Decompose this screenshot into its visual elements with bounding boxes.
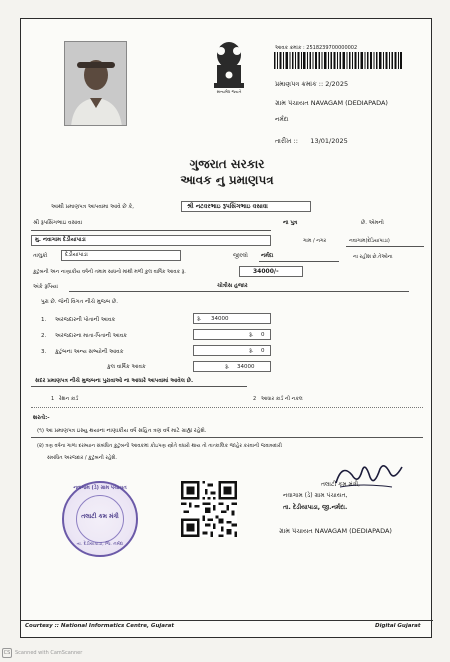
relation-label: ના પુત્ર: [283, 220, 298, 226]
total-value-box: [193, 361, 271, 372]
applicant-photo: [64, 41, 127, 126]
father-line: [31, 230, 271, 231]
row-value-box: [193, 313, 271, 324]
footer-digital-gujarat: Digital Gujarat: [375, 623, 421, 629]
condition-underline: [31, 437, 423, 438]
to-text: છે. એમનો: [361, 220, 384, 226]
total-currency: રૂ.: [225, 364, 230, 370]
village-line: [346, 246, 424, 247]
address-value: મુ. નવાગામ દેડીયાપાડા: [35, 237, 86, 243]
intro-text: આથી પ્રમાણપત્ર આપવામા આવે છે કે,: [51, 204, 134, 210]
district-value: નર્મદા: [261, 253, 274, 259]
row-value: 0: [261, 332, 265, 338]
income-sentence: કુટુંબની અન નાણાકીય વર્ષની તમામ સાધનો માંથી મળી કુલ વાર્ષિક આવક રૂ.: [33, 269, 186, 275]
applicant-name: શ્રી નટવરભાઇ રૂપસિંગભાઇ વસાવા: [187, 203, 268, 210]
words-line: [69, 291, 409, 292]
village-label: ગામ / નગર: [303, 238, 327, 244]
resident-text: ના રહીશ છે.તેઓના: [353, 254, 393, 260]
proof-number: 1: [51, 396, 55, 402]
footer-divider: [21, 620, 433, 621]
row-value-box: [193, 345, 271, 356]
qr-code-icon: [181, 481, 237, 537]
words-value: ચોત્રીસ હજાર: [217, 283, 248, 289]
total-value: 34000: [237, 364, 255, 370]
footer-courtesy: Courtesy :: National Informatics Centre, Gujarat: [25, 623, 175, 629]
father-name: શ્રી રૂપસિંગભાઇ વસાવા: [33, 220, 83, 226]
barcode-icon: [274, 52, 402, 69]
title-government: ગુજરાત સરકાર: [189, 157, 265, 171]
proof-number: 2: [253, 396, 257, 402]
row-number: 3.: [41, 349, 47, 355]
taluka-value: દેડીયાપાડા: [65, 252, 88, 258]
serial-number: આવક ક્રમાંક : 2518239700000002: [275, 45, 358, 51]
seal-text-mid: તલાટી કમ મંત્રી: [81, 513, 119, 520]
proof-text: આધાર કાર્ડ ની નકલ: [261, 396, 303, 402]
proof-separator: [31, 407, 423, 408]
row-value: 34000: [211, 316, 229, 322]
row-label: અરજદારના માતા-પિતાની આવક: [55, 333, 128, 339]
district-label: જીલ્લો: [233, 253, 248, 259]
seal-text-top: નવાગામ (ડે) ગ્રામ પંચાયત: [73, 485, 127, 491]
signatory-office: નવાગામ (ડે) ગ્રામ પંચાયત,: [283, 492, 348, 499]
issue-date: તારીખ :: 13/01/2025: [275, 137, 348, 145]
purpose-line: સદર પ્રમાણપત્ર નીચે મુજબના પુરાવાઓ ના આધારે આપવામાં આવેલ છે.: [35, 378, 194, 384]
condition-1: (૧) આ પ્રમાણપત્ર ઇસ્યુ થયાના નાણાકીય વર્ષ સહિત ત્રણ વર્ષ માટે ગ્રાહ્ય રહેશે.: [37, 428, 207, 434]
title-certificate: આવક નુ પ્રમાણપત્ર: [180, 173, 274, 187]
condition-2-cont: સંબંધિત અરજદાર / કુટુંબની રહેશે.: [47, 455, 117, 461]
words-label: અંકે રૂપિયા: [33, 284, 59, 290]
certificate-number: પ્રમાણપત્ર ક્રમાંક :: 2/2025: [275, 80, 349, 88]
camscanner-logo-icon: CS: [3, 650, 11, 656]
row-number: 1.: [41, 317, 47, 323]
seal-text-bottom: તા. દેડીયાપાડા, જિ. નર્મદા: [76, 542, 124, 547]
row-label: અરજદારની પોતાની આવક: [55, 317, 116, 323]
issuing-office: ગ્રામ પંચાયત NAVAGAM (DEDIAPADA): [275, 99, 388, 107]
row-currency: રૂ.: [249, 332, 254, 338]
certificate-sheet: [20, 18, 432, 638]
village-value: નવાગામ(દેડિયાપાડા): [349, 238, 390, 244]
signatory-designation: તલાટી કમ મંત્રી,: [321, 481, 361, 488]
purpose-underline: [31, 386, 247, 387]
taluka-label: તાલુકો: [33, 253, 48, 259]
row-currency: રૂ.: [249, 348, 254, 354]
signatory-taluka: તા. દેડીયાપાડા, જી.નર્મદા.: [283, 504, 348, 511]
row-value: 0: [261, 348, 265, 354]
signatory-office-en: ગ્રામ પંચાયત NAVAGAM (DEDIAPADA): [279, 527, 392, 535]
national-emblem-icon: [209, 35, 249, 97]
row-value-box: [193, 329, 271, 340]
emblem-caption: સત્યમેવ જયતે: [216, 89, 242, 94]
proof-text: રેશન કાર્ડ: [59, 396, 79, 402]
total-label: કુલ વાર્ષિક આવક: [107, 364, 146, 370]
issuing-district: નર્મદા: [275, 116, 289, 123]
row-currency: રૂ.: [197, 316, 202, 322]
scanner-watermark: Scanned with CamScanner: [15, 650, 83, 656]
row-label: કુટુંબના અન્ય સભ્યોની આવક: [55, 349, 124, 355]
row-number: 2.: [41, 333, 47, 339]
detail-intro: પુરા છે. જેની વિગત નીચે મુજબ છે.: [41, 299, 119, 305]
income-value: 34000/-: [253, 268, 279, 275]
condition-2: (૨) ત્રણ વર્ષના ગાળા દરમ્યાન સંબંધિત કુટુંબની આવકમાં કોઇપણ સ્ત્રોતે વધારો થાય તો તાત્કાલિક જાહેર કરવાની જવાબદારી: [37, 443, 282, 449]
district-line: [259, 261, 339, 262]
conditions-label: શરતો:-: [33, 415, 50, 421]
